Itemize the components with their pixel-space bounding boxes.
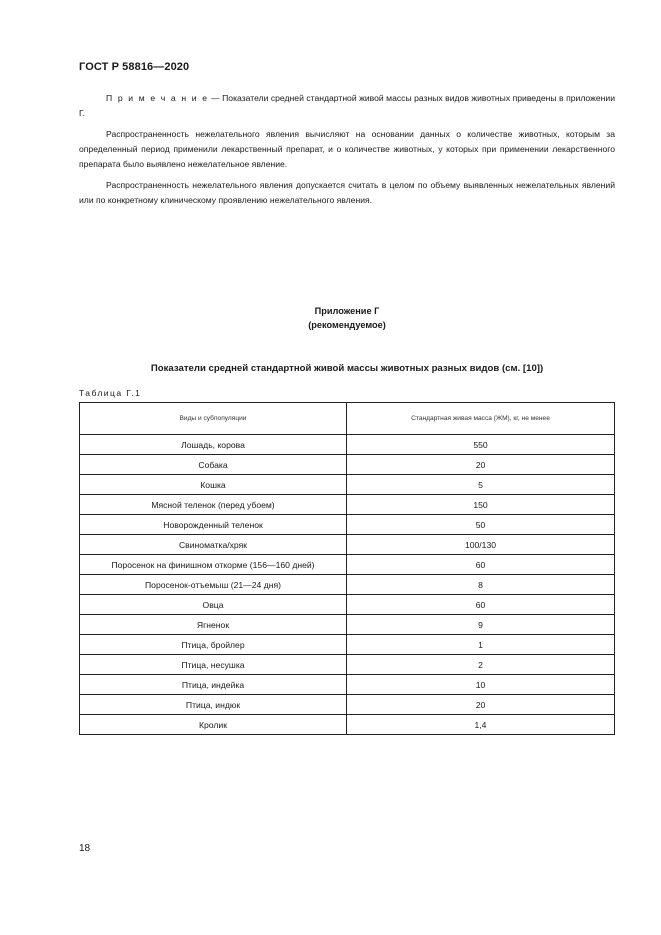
table-row — [80, 555, 615, 575]
weight-cell: 10 — [347, 675, 615, 695]
species-cell: Птица, несушка — [80, 655, 347, 675]
table-row — [80, 575, 615, 595]
table-row — [80, 475, 615, 495]
paragraph-2: Распространенность нежелательного явления допускается считать в целом по объему выявленных нежелательных явлений или по конкретному клиническому проявлению нежелательного явления. — [79, 180, 615, 205]
weight-cell: 150 — [347, 495, 615, 515]
species-cell: Птица, бройлер — [80, 635, 347, 655]
weight-cell: 20 — [347, 455, 615, 475]
weight-cell: 550 — [347, 435, 615, 455]
weight-cell: 2 — [347, 655, 615, 675]
table-header-row — [80, 403, 615, 435]
species-cell: Птица, индюк — [80, 695, 347, 715]
table-row — [80, 435, 615, 455]
appendix-title: Приложение Г — [314, 306, 380, 316]
species-cell: Собака — [80, 455, 347, 475]
weight-cell: 9 — [347, 615, 615, 635]
table-row — [80, 595, 615, 615]
species-cell: Поросенок-отъемыш (21—24 дня) — [80, 575, 347, 595]
table-row — [80, 635, 615, 655]
paragraph-1: Распространенность нежелательного явления вычисляют на основании данных о количестве животных, которым за определенный период применили лекарственный препарат, и о количестве животных, у которых при применении лекарственного препарата было выявлено нежелательное явление. — [79, 129, 615, 169]
species-cell: Новорожденный теленок — [80, 515, 347, 535]
species-cell: Овца — [80, 595, 347, 615]
table-row — [80, 655, 615, 675]
species-cell: Кошка — [80, 475, 347, 495]
species-cell: Ягненок — [80, 615, 347, 635]
note-text: — Показатели средней стандартной живой массы разных видов животных приведены в приложении Г. — [79, 93, 615, 118]
species-cell: Кролик — [80, 715, 347, 735]
weight-cell: 1,4 — [347, 715, 615, 735]
table-caption: Таблица Г.1 — [79, 388, 142, 398]
weight-cell: 60 — [347, 555, 615, 575]
species-cell: Лошадь, корова — [80, 435, 347, 455]
note-paragraph — [79, 91, 615, 121]
weight-cell: 1 — [347, 635, 615, 655]
section-title: Показатели средней стандартной живой массы животных разных видов (см. [10]) — [150, 363, 544, 374]
table-row — [80, 715, 615, 735]
weight-cell: 8 — [347, 575, 615, 595]
weight-cell: 60 — [347, 595, 615, 615]
species-cell: Мясной теленок (перед убоем) — [80, 495, 347, 515]
table-row — [80, 615, 615, 635]
document-code: ГОСТ Р 58816—2020 — [79, 61, 190, 73]
page-number: 18 — [79, 843, 91, 854]
weight-cell: 50 — [347, 515, 615, 535]
weight-cell: 20 — [347, 695, 615, 715]
appendix-heading — [79, 304, 615, 332]
species-cell: Птица, индейка — [80, 675, 347, 695]
species-cell: Свиноматка/хряк — [80, 535, 347, 555]
body-text — [79, 91, 615, 214]
weights-table — [79, 402, 615, 735]
weight-cell: 100/130 — [347, 535, 615, 555]
species-cell: Поросенок на финишном откорме (156—160 дней) — [80, 555, 347, 575]
table-row — [80, 535, 615, 555]
table-row — [80, 455, 615, 475]
table-row — [80, 515, 615, 535]
header-weight: Стандартная живая масса (ЖМ), кг, не менее — [347, 403, 615, 435]
note-label: П р и м е ч а н и е — [106, 93, 209, 103]
appendix-subtitle: (рекомендуемое) — [308, 320, 386, 330]
table-row — [80, 495, 615, 515]
weight-cell: 5 — [347, 475, 615, 495]
table-row — [80, 675, 615, 695]
header-species: Виды и субпопуляции — [80, 403, 347, 435]
table-row — [80, 695, 615, 715]
